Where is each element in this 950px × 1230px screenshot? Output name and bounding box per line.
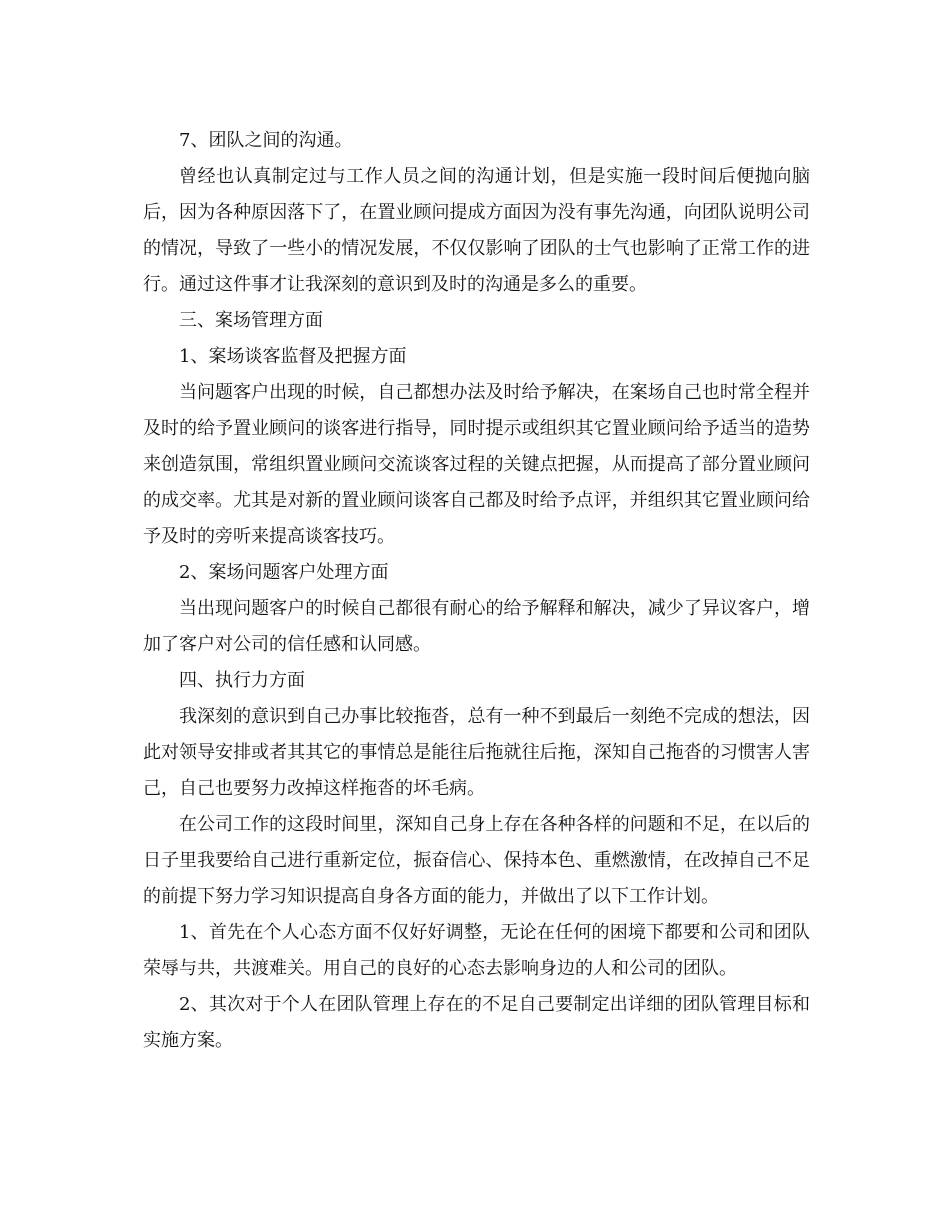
heading-team-communication: 7、团队之间的沟通。	[179, 130, 353, 151]
paragraph-problem-clients: 当出现问题客户的时候自己都很有耐心的给予解释和解决，减少了异议客户，增加了客户对公司的信任感和认同感。	[143, 598, 810, 655]
paragraph-client-supervision: 当问题客户出现的时候，自己都想办法及时给予解决，在案场自己也时常全程并及时的给予置业顾问的谈客进行指导，同时提示或组织其它置业顾问给予适当的造势来创造氛围，常组织置业顾问交流谈客过程的关键点把握，从而提高了部分置业顾问的成交率。尤其是对新的置业顾问谈客自己都及时给予点评，并组织其它置业顾问给予及时的旁听来提高谈客技巧。	[143, 382, 810, 547]
paragraph-communication-plan: 曾经也认真制定过与工作人员之间的沟通计划，但是实施一段时间后便抛向脑后，因为各种原因落下了，在置业顾问提成方面因为没有事先沟通，向团队说明公司的情况，导致了一些小的情况发展，不仅仅影响了团队的士气也影响了正常工作的进行。通过这件事才让我深刻的意识到及时的沟通是多么的重要。	[143, 166, 810, 295]
paragraph-procrastination: 我深刻的意识到自己办事比较拖沓，总有一种不到最后一刻绝不完成的想法，因此对领导安排或者其其它的事情总是能往后拖就往后拖，深知自己拖沓的习惯害人害己，自己也要努力改掉这样拖沓的坏毛病。	[143, 706, 810, 799]
subheading-client-supervision: 1、案场谈客监督及把握方面	[179, 346, 407, 367]
document-body	[143, 123, 810, 1059]
plan-item-mindset: 1、首先在个人心态方面不仅好好调整，无论在任何的困境下都要和公司和团队荣辱与共，共渡难关。用自己的良好的心态去影响身边的人和公司的团队。	[143, 922, 810, 979]
section-heading-execution: 四、执行力方面	[179, 670, 305, 691]
section-heading-site-management: 三、案场管理方面	[179, 310, 323, 331]
subheading-problem-clients: 2、案场问题客户处理方面	[179, 562, 389, 583]
paragraph-self-improvement: 在公司工作的这段时间里，深知自己身上存在各种各样的问题和不足，在以后的日子里我要给自己进行重新定位，振奋信心、保持本色、重燃激情，在改掉自己不足的前提下努力学习知识提高自身各方面的能力，并做出了以下工作计划。	[143, 814, 810, 907]
plan-item-team-management: 2、其次对于个人在团队管理上存在的不足自己要制定出详细的团队管理目标和实施方案。	[143, 994, 810, 1051]
